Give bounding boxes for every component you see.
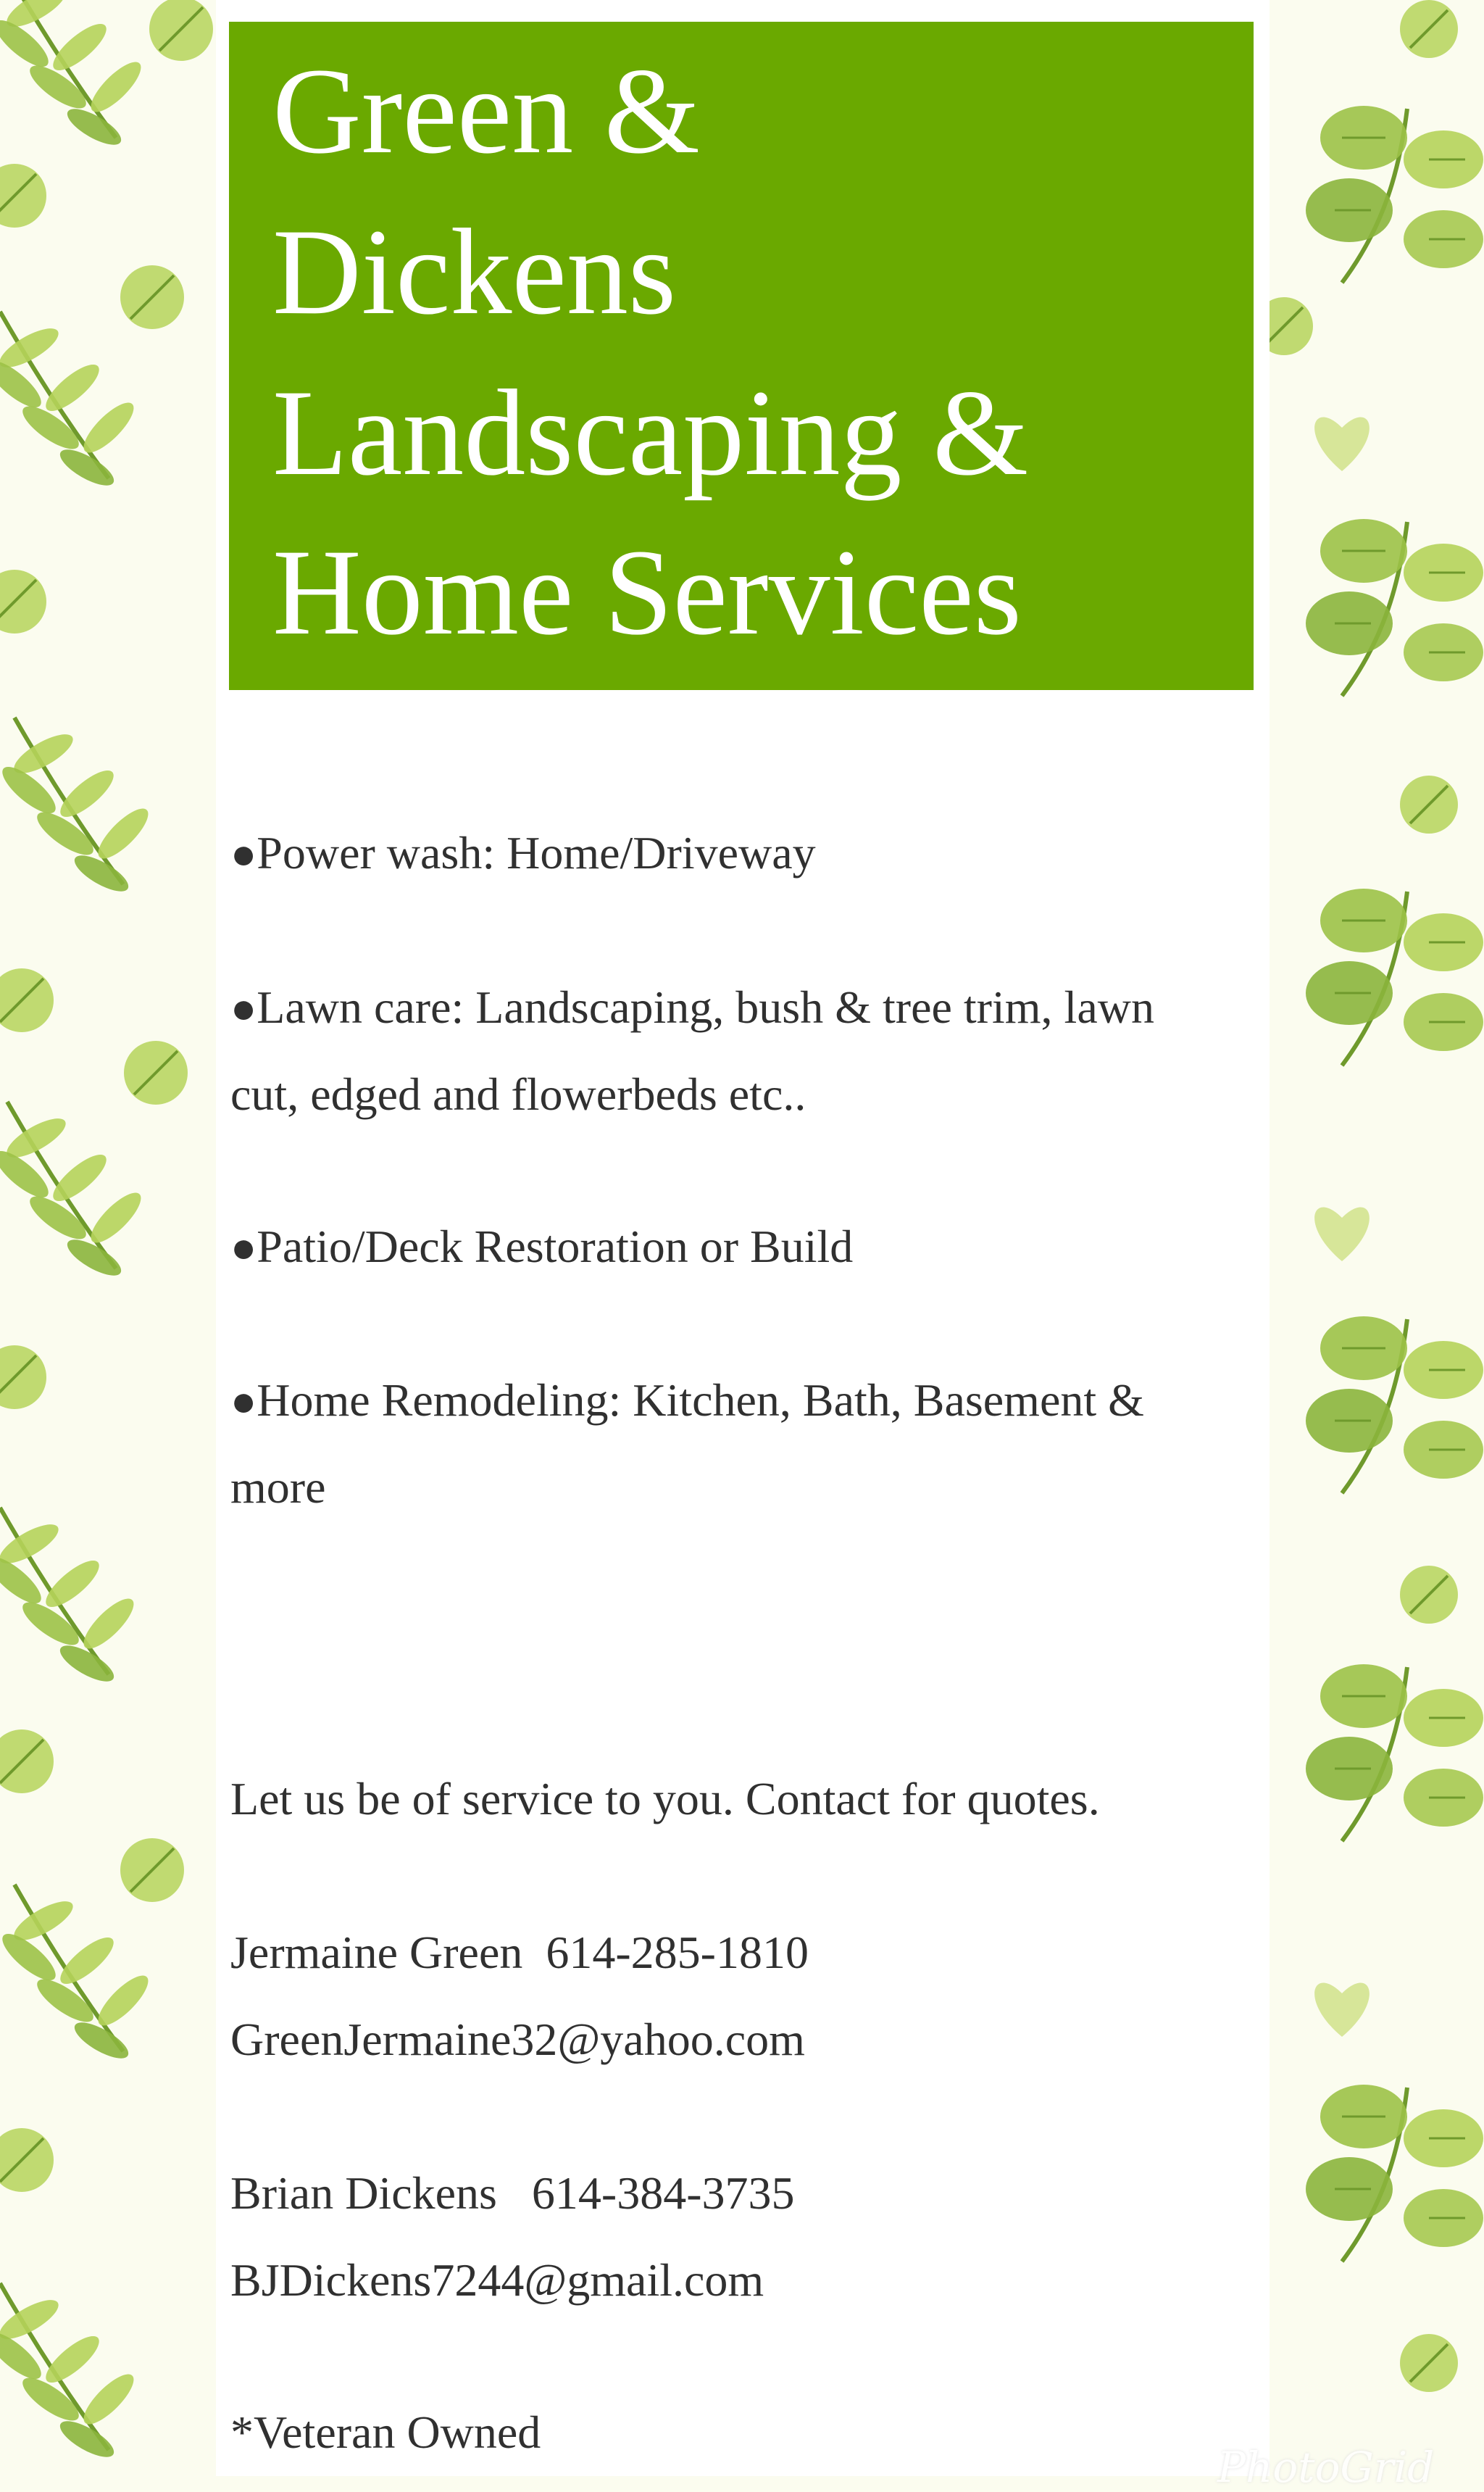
bullet-icon: ● bbox=[230, 1377, 257, 1425]
contact-jermaine-email[interactable]: GreenJermaine32@yahoo.com bbox=[230, 2014, 805, 2065]
right-leaf-pattern bbox=[1270, 0, 1484, 2476]
leaf-sprig-icon bbox=[0, 0, 216, 2476]
round-leaf-branch-icon bbox=[1270, 0, 1484, 2476]
service-item-lawn-care: ●Lawn care: Landscaping, bush & tree trim, lawn bbox=[230, 981, 1154, 1033]
left-leaf-pattern bbox=[0, 0, 216, 2476]
bullet-icon: ● bbox=[230, 984, 257, 1032]
service-item-patio-deck: ●Patio/Deck Restoration or Build bbox=[230, 1221, 854, 1272]
bullet-icon: ● bbox=[230, 1224, 257, 1271]
veteran-owned-note: *Veteran Owned bbox=[230, 2406, 541, 2458]
contact-brian-email[interactable]: BJDickens7244@gmail.com bbox=[230, 2254, 764, 2306]
service-item-power-wash: ●Power wash: Home/Driveway bbox=[230, 827, 816, 879]
contact-jermaine-phone: Jermaine Green 614-285-1810 bbox=[230, 1927, 809, 1978]
call-to-action: Let us be of service to you. Contact for quotes. bbox=[230, 1773, 1100, 1824]
title-line-1: Green & bbox=[272, 43, 701, 179]
title-line-3: Landscaping & bbox=[272, 365, 1029, 501]
service-item-home-remodeling: ●Home Remodeling: Kitchen, Bath, Basement & bbox=[230, 1374, 1144, 1426]
title-banner bbox=[229, 22, 1254, 690]
bullet-icon: ● bbox=[230, 830, 257, 878]
photogrid-watermark: PhotoGrid bbox=[1217, 2443, 1435, 2492]
contact-brian-phone: Brian Dickens 614-384-3735 bbox=[230, 2167, 795, 2219]
service-item-home-remodeling-cont: more bbox=[230, 1461, 326, 1513]
title-line-4: Home Services bbox=[272, 524, 1022, 660]
title-line-2: Dickens bbox=[272, 204, 677, 340]
service-item-lawn-care-cont: cut, edged and flowerbeds etc.. bbox=[230, 1068, 806, 1120]
flyer-panel bbox=[216, 0, 1270, 2476]
